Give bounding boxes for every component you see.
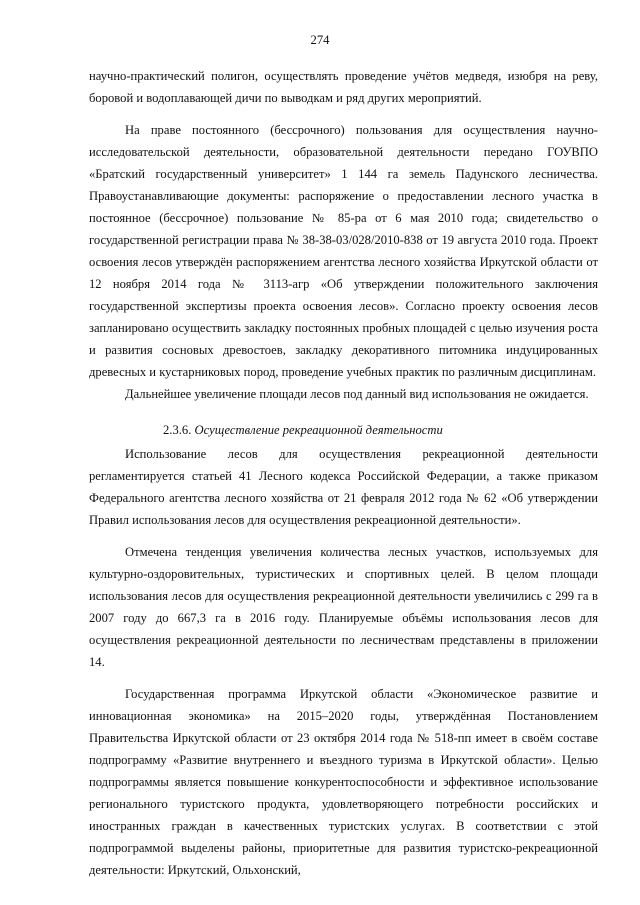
section-title: Осуществление рекреационной деятельности [194, 423, 443, 437]
paragraph-recreation-regulation: Использование лесов для осуществления рекреационной деятельности регламентируется статьей 41 Лесного кодекса Российской Федерации, а также приказом Федерального агентства лесного хозяйства от 21 февраля 2012 года № 62 «Об утверждении Правил использования лесов для осуществления рекреационной деятельности». [89, 447, 598, 527]
paragraph-bratsk-university: На праве постоянного (бессрочного) пользования для осуществления научно-исследовательской деятельности, образовательной деятельности передано ГОУВПО «Братский государственный университет» 1 144 га земель Падунского лесничества. Правоустанавливающие документы: распоряжение о предоставлении лесного участка в постоянное (бессрочное) пользование № 85-ра от 6 мая 2010 года; свидетельство о государственной регистрации права № 38-38-03/028/2010-838 от 19 августа 2010 года. Проект освоения лесов утверждён распоряжением агентства лесного хозяйства Иркутской области от 12 ноября 2014 года № 3113-агр «Об утверждении положительного заключения государственной экспертизы проекта освоения лесов». Согласно проекту освоения лесов запланировано осуществить закладку постоянных пробных площадей с целью изучения роста и развития сосновых древостоев, закладку декоративного питомника индуцированных древесных и кустарниковых пород, проведение учебных практик по различным дисциплинам. [89, 123, 598, 379]
paragraph-recreation-trend: Отмечена тенденция увеличения количества лесных участков, используемых для культурно-оздоровительных, туристических и спортивных целей. В целом площади использования лесов для осуществления рекреационной деятельности увеличились с 299 га в 2007 году до 667,3 га в 2016 году. Планируемые объёмы использования лесов для осуществления рекреационной деятельности по лесничествам представлены в приложении 14. [89, 545, 598, 669]
paragraph-polygon: научно-практический полигон, осуществлять проведение учётов медведя, изюбря на реву, боровой и водоплавающей дичи по выводкам и ряд других мероприятий. [89, 69, 598, 105]
document-body [89, 65, 598, 881]
paragraph-state-program: Государственная программа Иркутской области «Экономическое развитие и инновационная экономика» на 2015–2020 годы, утверждённая Постановлением Правительства Иркутской области от 23 октября 2014 года № 518-пп имеет в своём составе подпрограмму «Развитие внутреннего и въездного туризма в Иркутской области». Целью подпрограммы является повышение конкурентоспособности и эффективное использование регионального туристского продукта, удовлетворяющего потребности российских и иностранных граждан в качественных туристских услугах. В соответствии с этой подпрограммой выделены районы, приоритетные для развития туристско-рекреационной деятельности: Иркутский, Ольхонский, [89, 687, 598, 877]
section-number: 2.3.6. [163, 423, 192, 437]
section-heading [89, 419, 598, 441]
paragraph-no-increase: Дальнейшее увеличение площади лесов под данный вид использования не ожидается. [125, 387, 589, 401]
page-number: 274 [310, 33, 330, 47]
